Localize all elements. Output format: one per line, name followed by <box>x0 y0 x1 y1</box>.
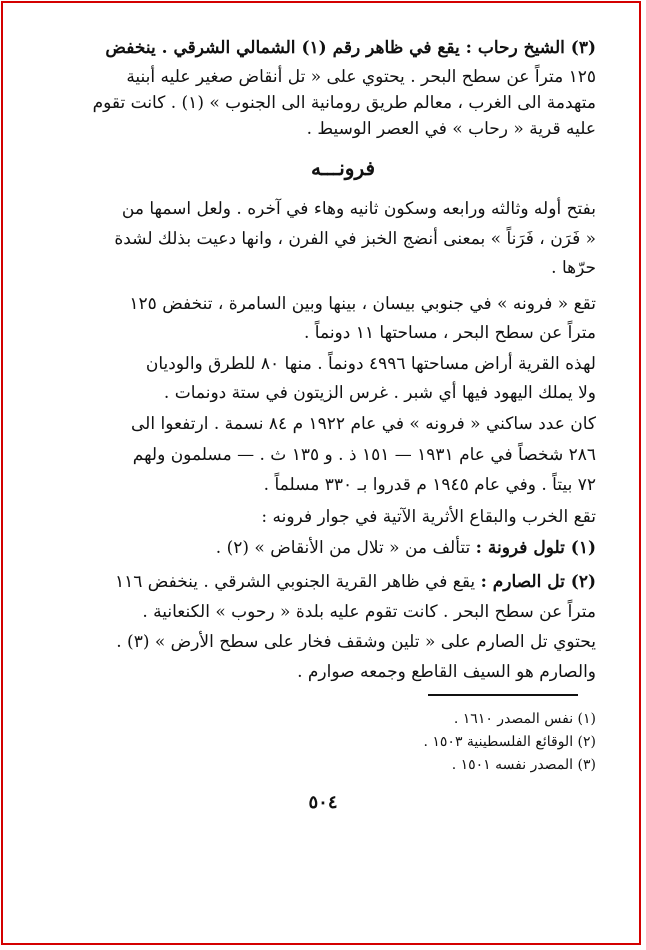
p1-line2: ١٢٥ متراً عن سطح البحر . يحتوي على « تل أنقاض صغير عليه أبنية <box>126 67 596 87</box>
p5-line2: ٢٨٦ شخصاً في عام ١٩٣١ — ١٥١ ذ . و ١٣٥ ث . — مسلمون ولهم <box>132 445 596 465</box>
p6-line1: تقع الخرب والبقاع الأثرية الآتية في جوار فرونه : <box>261 507 596 527</box>
p1-line3: متهدمة الى الغرب ، معالم طريق رومانية الى الجنوب » (١) . كانت تقوم <box>92 93 596 113</box>
footnote-1: (١) نفس المصدر ١٦١٠ . <box>453 711 596 727</box>
item1-line <box>90 537 596 559</box>
item1-text: تتألف من « تلال من الأنقاض » (٢) . <box>215 538 471 558</box>
item2-line4: والصارم هو السيف القاطع وجمعه صوارم . <box>297 662 596 682</box>
p4-line2: ولا يملك اليهود فيها أي شبر . غرس الزيتون في ستة دونمات . <box>163 383 596 403</box>
p3-line2: متراً عن سطح البحر ، مساحتها ١١ دونماً . <box>304 323 596 343</box>
footnote-separator <box>428 694 578 696</box>
item2-line2: متراً عن سطح البحر . كانت تقوم عليه بلدة « رحوب » الكنعانية . <box>142 602 596 622</box>
item1-label: (١) تلول فرونة : <box>475 538 596 558</box>
p3-line1: تقع « فرونه » في جنوبي بيسان ، بينها وبين السامرة ، تنخفض ١٢٥ <box>129 294 596 314</box>
p2-line1: بفتح أوله وثالثه ورابعه وسكون ثانيه وهاء في آخره . ولعل اسمها من <box>121 199 596 219</box>
item2-text1: يقع في ظاهر القرية الجنوبي الشرقي . ينخفض ١١٦ <box>114 572 476 592</box>
p2-line3: حرّها . <box>551 258 596 278</box>
p1-line1: (٣) الشيخ رحاب : يقع في ظاهر رقم (١) الشمالي الشرقي . ينخفض <box>105 38 596 58</box>
section-heading: فرونـــه <box>310 156 376 180</box>
p5-line3: ٧٢ بيتاً . وفي عام ١٩٤٥ م قدروا بـ ٣٣٠ مسلماً . <box>263 475 596 495</box>
footnote-3: (٣) المصدر نفسه ١٥٠١ . <box>451 757 596 773</box>
page-number: ٥٠٤ <box>308 792 338 813</box>
p1-line4: عليه قرية « رحاب » في العصر الوسيط . <box>306 119 596 139</box>
p4-line1: لهذه القرية أراض مساحتها ٤٩٩٦ دونماً . منها ٨٠ للطرق والوديان <box>145 354 596 374</box>
p2-line2: « فَرَن ، فَرَناً » بمعنى أنضج الخبز في الفرن ، وانها دعيت بذلك لشدة <box>114 229 596 249</box>
item2-line3: يحتوي تل الصارم على « تلين وشقف فخار على سطح الأرض » (٣) . <box>116 632 596 652</box>
item2-line1 <box>90 571 596 593</box>
item2-label: (٢) تل الصارم : <box>480 572 596 592</box>
p5-line1: كان عدد ساكني « فرونه » في عام ١٩٢٢ م ٨٤ نسمة . ارتفعوا الى <box>131 414 596 434</box>
footnote-2: (٢) الوقائع الفلسطينية ١٥٠٣ . <box>423 734 596 750</box>
